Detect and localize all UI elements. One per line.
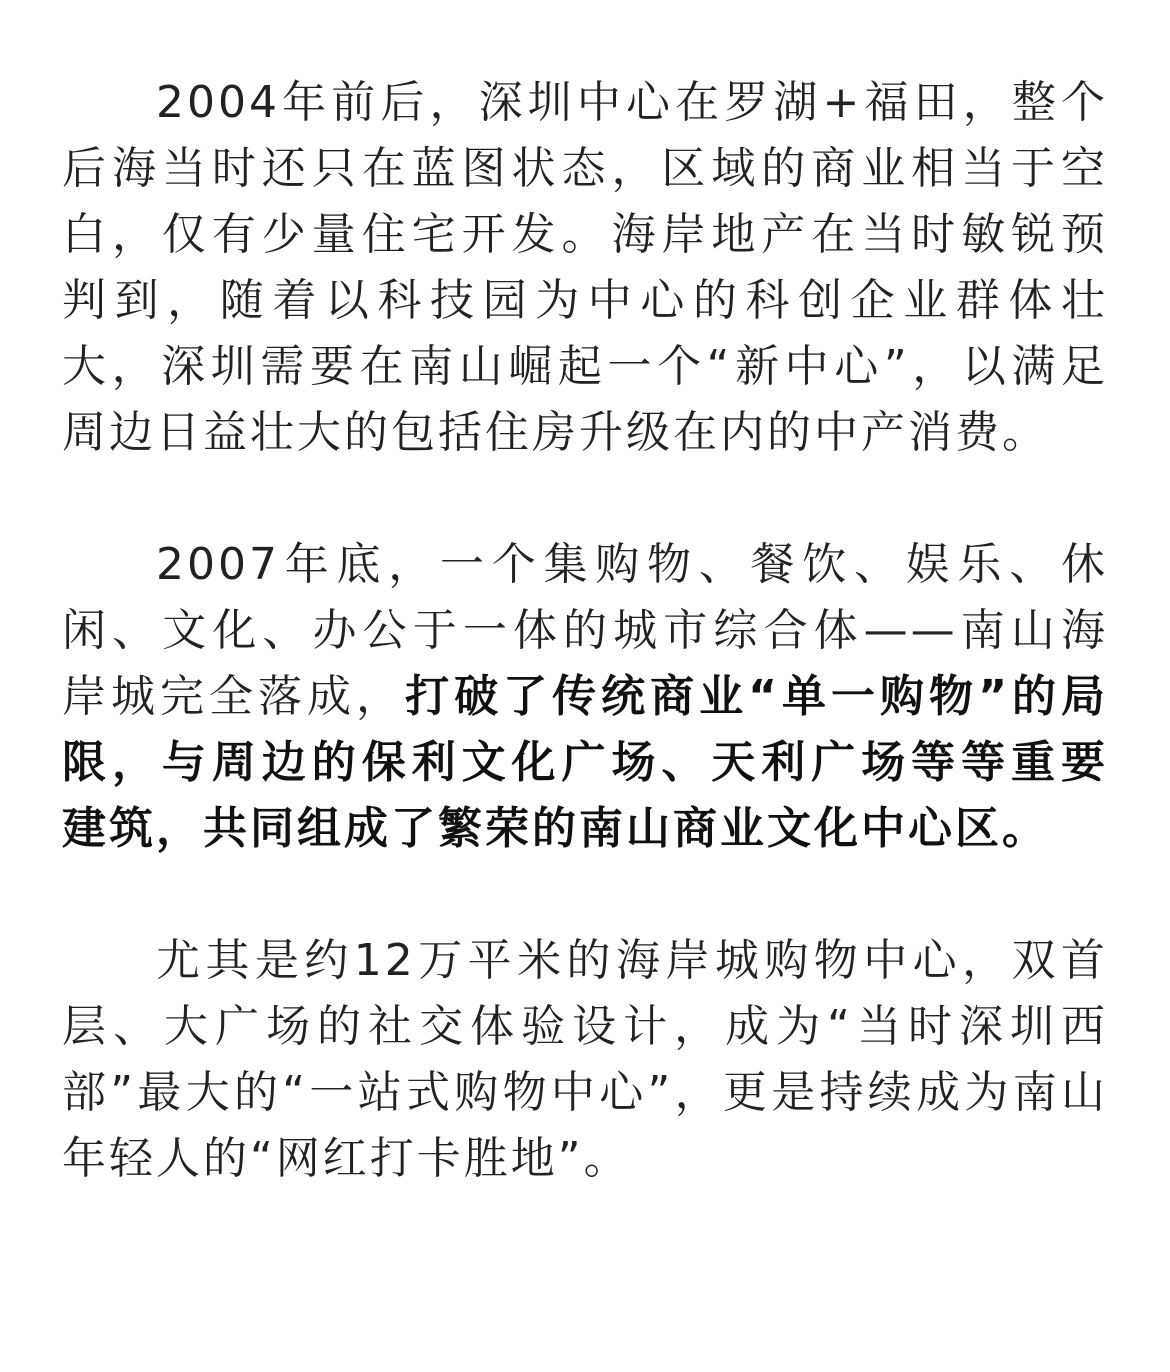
bold-text-line: 限，与周边的保利文化广场、天利广场等等重要	[62, 737, 1108, 788]
text-line: 判到，随着以科技园为中心的科创企业群体壮	[62, 275, 1108, 326]
bold-text-line: 建筑，共同组成了繁荣的南山商业文化中心区。	[62, 803, 1049, 854]
text-line: 层、大广场的社交体验设计，成为“当时深圳西	[62, 1001, 1108, 1052]
paragraph-gap	[62, 862, 1108, 928]
bold-text-segment: 打破了传统商业“单一购物”的局	[405, 671, 1108, 722]
paragraph-1	[62, 70, 1108, 466]
text-line: 2004年前后，深圳中心在罗湖+福田，整个	[156, 77, 1108, 128]
paragraph-2	[62, 532, 1108, 862]
text-segment: 岸城完全落成，	[62, 671, 406, 722]
text-line: 白，仅有少量住宅开发。海岸地产在当时敏锐预	[62, 209, 1108, 260]
text-line: 2007年底，一个集购物、餐饮、娱乐、休	[156, 539, 1108, 590]
text-line: 后海当时还只在蓝图状态，区域的商业相当于空	[62, 143, 1108, 194]
text-line: 尤其是约12万平米的海岸城购物中心，双首	[156, 935, 1108, 986]
article-body	[62, 70, 1108, 1192]
paragraph-gap	[62, 466, 1108, 532]
paragraph-3	[62, 928, 1108, 1192]
text-line: 部”最大的“一站式购物中心”，更是持续成为南山	[62, 1067, 1108, 1118]
text-line-mixed	[62, 664, 1108, 730]
text-line: 闲、文化、办公于一体的城市综合体——南山海	[62, 605, 1108, 656]
text-line: 周边日益壮大的包括住房升级在内的中产消费。	[62, 407, 1049, 458]
text-line: 年轻人的“网红打卡胜地”。	[62, 1133, 631, 1184]
text-line: 大，深圳需要在南山崛起一个“新中心”，以满足	[62, 341, 1108, 392]
